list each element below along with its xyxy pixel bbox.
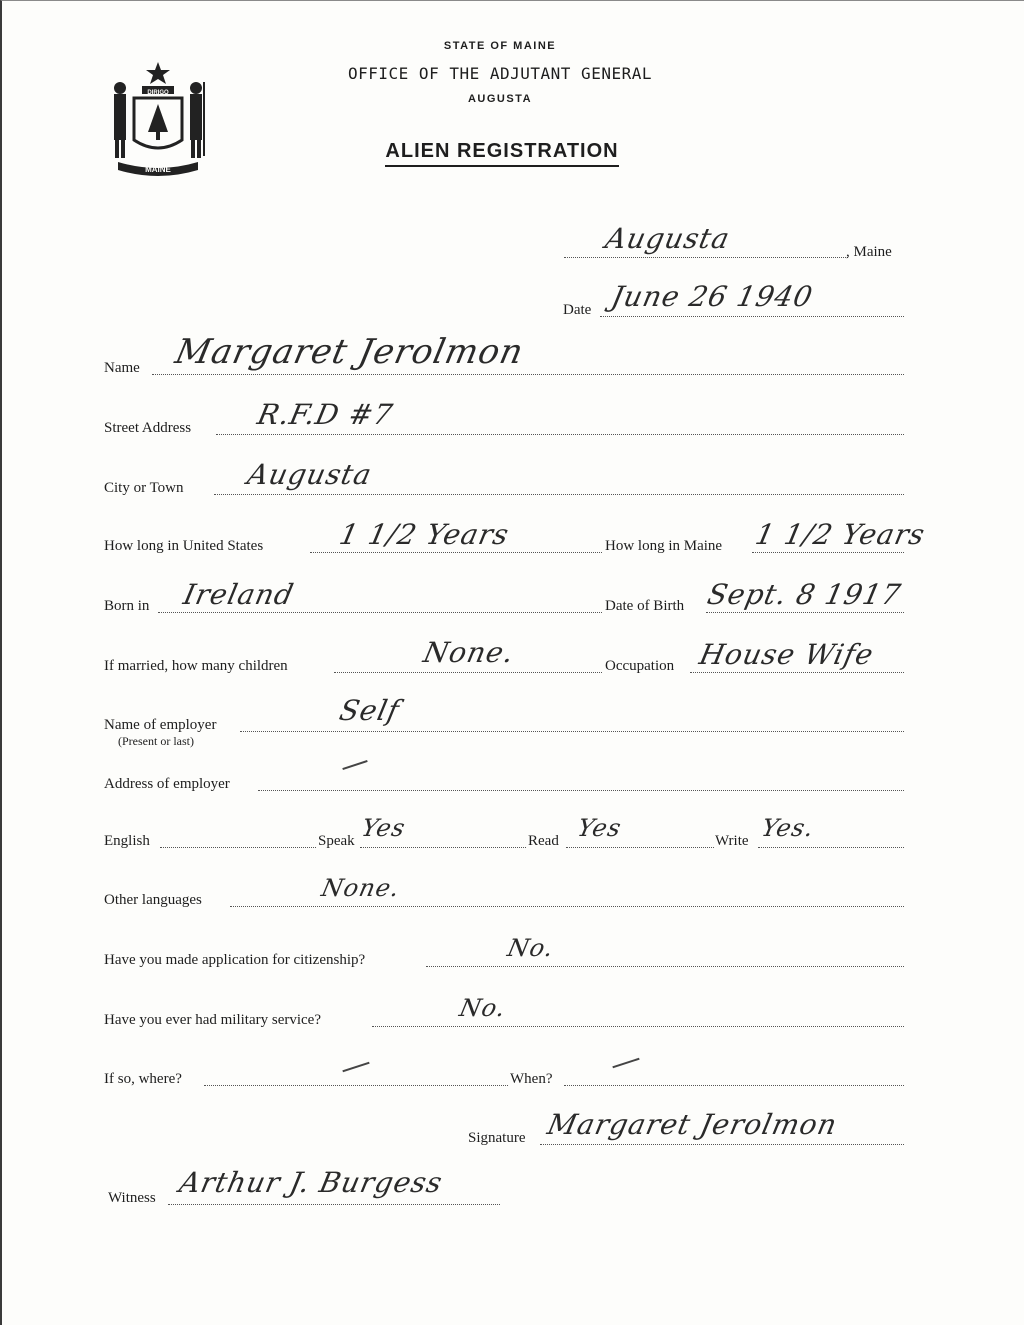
town-value: Augusta: [602, 222, 734, 255]
how-long-us-value: 1 1/2 Years: [336, 518, 513, 551]
employer-note: (Present or last): [118, 734, 194, 748]
signature-line: [540, 1144, 904, 1145]
employer-line: [240, 731, 904, 732]
signature-label: Signature: [468, 1130, 526, 1146]
other-languages-line: [230, 906, 904, 907]
witness-line: [168, 1204, 500, 1205]
witness-value: Arthur J. Burgess: [176, 1166, 446, 1199]
city-line: [214, 494, 904, 495]
how-long-maine-line: [752, 552, 904, 553]
citizenship-value: No.: [505, 934, 557, 962]
occupation-value: House Wife: [696, 638, 877, 671]
born-in-label: Born in: [104, 598, 150, 614]
witness-label: Witness: [108, 1190, 156, 1206]
military-label: Have you ever had military service?: [104, 1012, 321, 1028]
speak-label: Speak: [318, 833, 355, 849]
occupation-label: Occupation: [605, 658, 675, 674]
employer-address-line: [258, 790, 904, 791]
city-label: City or Town: [104, 480, 184, 496]
read-label: Read: [528, 833, 559, 849]
name-label: Name: [104, 360, 140, 376]
where-line: [204, 1085, 508, 1086]
born-in-line: [158, 612, 602, 613]
write-line: [758, 847, 904, 848]
other-languages-label: Other languages: [104, 892, 202, 908]
other-languages-value: None.: [319, 874, 403, 902]
write-label: Write: [715, 833, 749, 849]
employer-value: Self: [336, 694, 403, 727]
maine-label: , Maine: [846, 244, 892, 260]
header-office: OFFICE OF THE ADJUTANT GENERAL: [348, 64, 652, 83]
occupation-line: [690, 672, 904, 673]
header-state: STATE OF MAINE: [443, 40, 557, 52]
dob-label: Date of Birth: [605, 598, 685, 614]
where-dash: [342, 1062, 369, 1073]
street-label: Street Address: [104, 420, 192, 436]
dob-line: [706, 612, 904, 613]
where-label: If so, where?: [104, 1071, 182, 1087]
children-label: If married, how many children: [104, 658, 288, 674]
employer-label: Name of employer: [104, 717, 217, 733]
english-line: [160, 847, 316, 848]
citizenship-line: [426, 966, 904, 967]
children-line: [334, 672, 602, 673]
when-line: [564, 1085, 904, 1086]
maine-state-seal-icon: [104, 58, 212, 180]
form-title-text: ALIEN REGISTRATION: [385, 140, 618, 167]
military-line: [372, 1026, 904, 1027]
when-dash: [612, 1058, 639, 1069]
street-value: R.F.D #7: [254, 398, 397, 431]
city-value: Augusta: [244, 458, 376, 491]
how-long-maine-value: 1 1/2 Years: [752, 518, 929, 551]
born-in-value: Ireland: [180, 578, 298, 611]
employer-address-label: Address of employer: [104, 776, 230, 792]
header-city: AUGUSTA: [467, 93, 533, 105]
citizenship-label: Have you made application for citizenship?: [104, 952, 366, 968]
english-label: English: [104, 833, 150, 849]
seal-banner-text: MAINE: [145, 165, 171, 174]
read-value: Yes: [575, 814, 625, 842]
name-line: [152, 374, 904, 375]
signature-value: Margaret Jerolmon: [544, 1108, 841, 1141]
date-line: [600, 316, 904, 317]
date-label: Date: [563, 302, 592, 318]
military-value: No.: [457, 994, 509, 1022]
how-long-us-line: [310, 552, 602, 553]
seal-motto-text: DIRIGO: [147, 90, 169, 96]
how-long-maine-label: How long in Maine: [605, 538, 723, 554]
write-value: Yes.: [759, 814, 817, 842]
dob-value: Sept. 8 1917: [704, 578, 905, 611]
speak-value: Yes: [359, 814, 409, 842]
date-value: June 26 1940: [608, 280, 817, 313]
name-value: Margaret Jerolmon: [171, 332, 528, 372]
town-line: [564, 257, 848, 258]
form-title: [352, 140, 652, 167]
when-label: When?: [510, 1071, 553, 1087]
how-long-us-label: How long in United States: [104, 538, 264, 554]
employer-address-dash: [342, 760, 367, 770]
street-line: [216, 434, 904, 435]
speak-line: [360, 847, 526, 848]
children-value: None.: [420, 636, 518, 669]
read-line: [566, 847, 714, 848]
